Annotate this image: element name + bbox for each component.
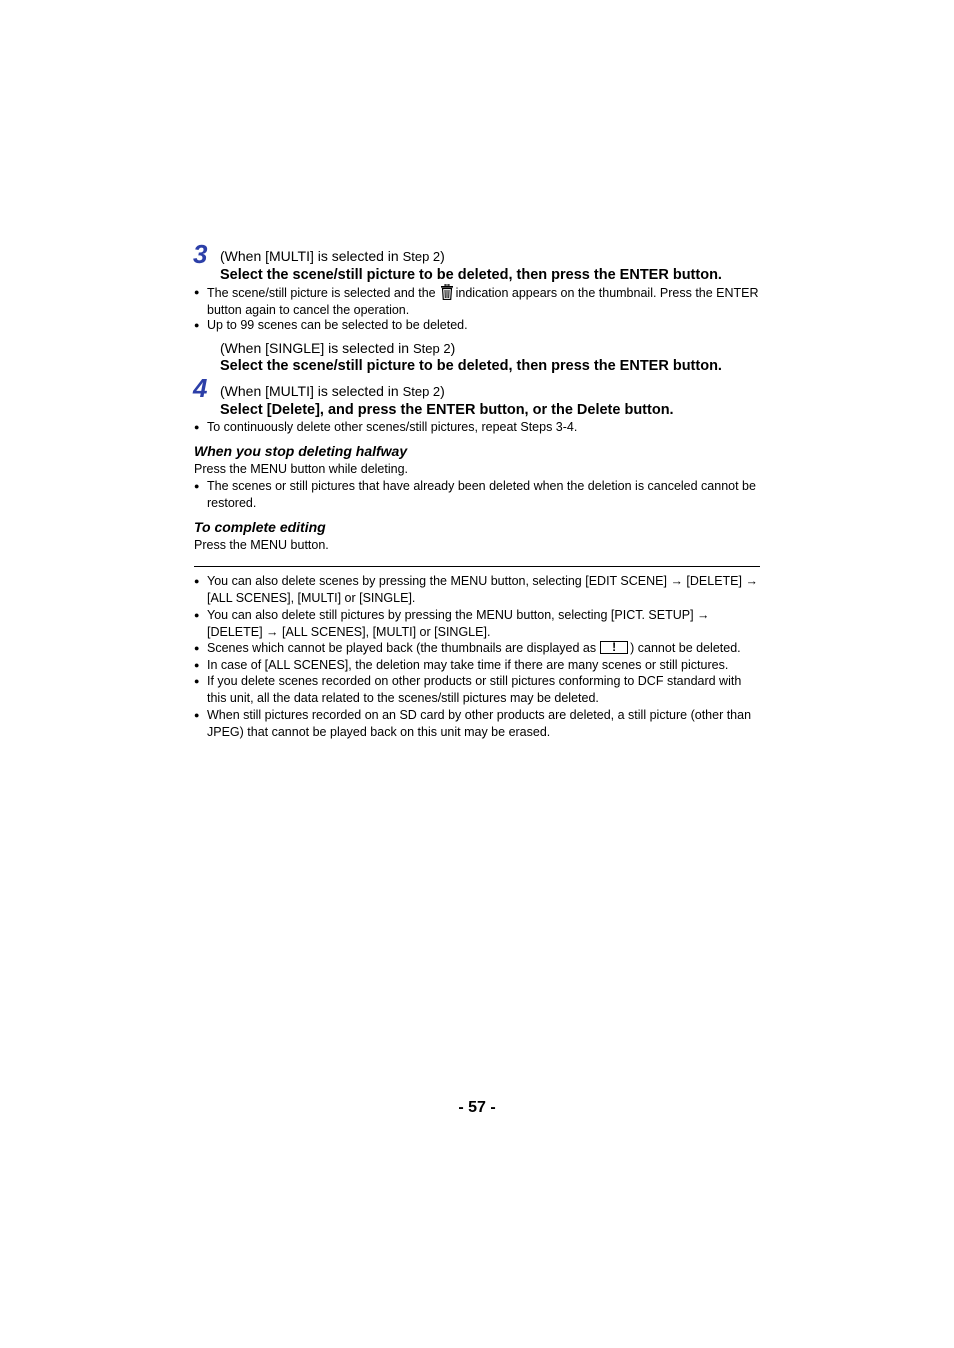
stop-halfway-note: ● The scenes or still pictures that have already been deleted when the deletion is canceled cannot be restored.: [194, 479, 756, 510]
step-4-number: 4: [193, 373, 208, 403]
complete-editing-heading: To complete editing: [194, 519, 326, 535]
step-4-condition-multi: (When [MULTI] is selected in Step 2): [220, 383, 445, 399]
note-all-scenes-time: ● In case of [ALL SCENES], the deletion may take time if there are many scenes or still pictures.: [194, 658, 729, 672]
complete-editing-text: Press the MENU button.: [194, 538, 329, 552]
bullet-dot: ●: [194, 481, 200, 491]
bullet-dot: ●: [194, 660, 200, 670]
step-4-note-1: ● To continuously delete other scenes/still pictures, repeat Steps 3-4.: [194, 420, 578, 434]
stop-halfway-heading: When you stop deleting halfway: [194, 443, 408, 459]
stop-halfway-text: Press the MENU button while deleting.: [194, 462, 408, 476]
section-divider: [194, 566, 760, 567]
bullet-dot: ●: [194, 676, 200, 686]
note-sd-card-erase: ● When still pictures recorded on an SD card by other products are deleted, a still picture (other than JPEG) that cannot be played back on this unit may be erased.: [194, 708, 752, 739]
bullet-dot: ●: [194, 422, 200, 432]
step-4-instruction: Select [Delete], and press the ENTER button, or the Delete button.: [220, 402, 674, 418]
bullet-dot: ●: [194, 643, 200, 653]
step-3-instruction-multi: Select the scene/still picture to be deleted, then press the ENTER button.: [220, 267, 722, 283]
bullet-dot: ●: [194, 287, 200, 297]
step-3-number: 3: [193, 239, 208, 269]
bullet-dot: ●: [194, 710, 200, 720]
note-dcf-data-deleted: ● If you delete scenes recorded on other products or still pictures conforming to DCF standard with this unit, all the data related to the scenes/still pictures may be deleted.: [194, 674, 742, 705]
note-delete-pictures-menu: ● You can also delete still pictures by pressing the MENU button, selecting [PICT. SETUP] → [DELETE] → [ALL SCENES], [MULTI] or [SINGLE].: [194, 608, 710, 639]
step-3-condition-multi: (When [MULTI] is selected in Step 2): [220, 248, 445, 264]
unplayable-thumbnail-icon: !: [600, 641, 628, 654]
trash-icon: [440, 284, 454, 300]
note-delete-scenes-menu: ● You can also delete scenes by pressing the MENU button, selecting [EDIT SCENE] → [DELETE] → [ALL SCENES], [MULTI] or [SINGLE].: [194, 574, 758, 605]
step-3-condition-single: (When [SINGLE] is selected in Step 2): [220, 340, 456, 356]
step-3-note-1: ● The scene/still picture is selected and the indication appears on the thumbnail. Press the ENTER button again to cancel the operation.: [194, 286, 759, 317]
step-3-note-2: ● Up to 99 scenes can be selected to be deleted.: [194, 318, 468, 332]
note-unplayable-scenes: ● Scenes which cannot be played back (the thumbnails are displayed as ! ) cannot be deleted.: [194, 640, 741, 655]
page-number: - 57 -: [458, 1099, 496, 1116]
bullet-dot: ●: [194, 610, 200, 620]
bullet-dot: ●: [194, 320, 200, 330]
bullet-dot: ●: [194, 576, 200, 586]
step-3-instruction-single: Select the scene/still picture to be deleted, then press the ENTER button.: [220, 358, 722, 374]
